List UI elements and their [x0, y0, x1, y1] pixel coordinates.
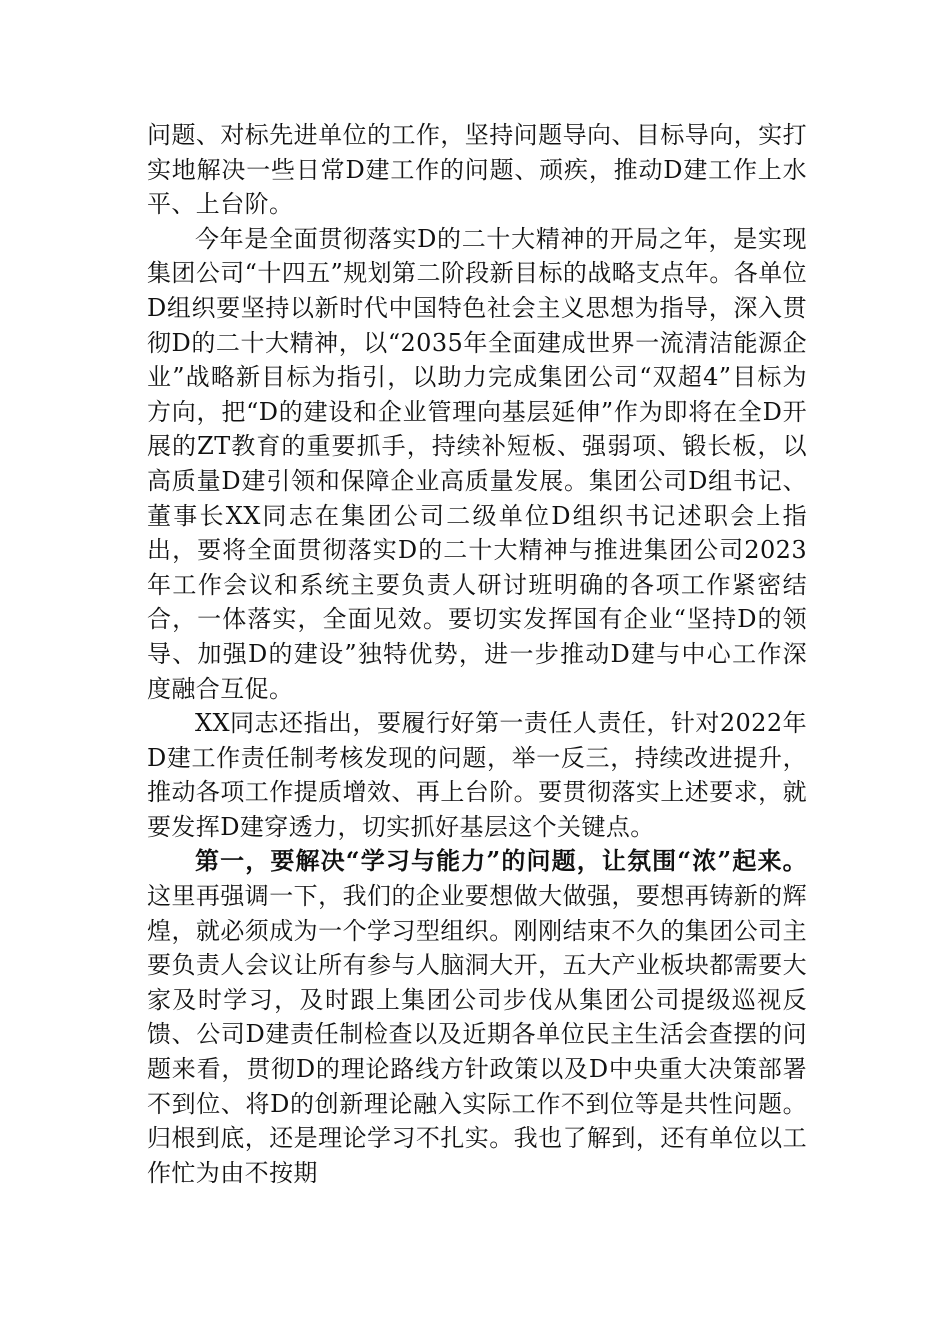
paragraph-heading: 第一，要解决“学习与能力”的问题，让氛围“浓”起来。	[195, 846, 807, 876]
paragraph-text: 问题、对标先进单位的工作，坚持问题导向、目标导向，实打实地解决一些日常D建工作的问题、顽疾，推动D建工作上水平、上台阶。	[147, 121, 807, 219]
paragraph	[147, 222, 807, 706]
paragraph-text: XX同志还指出，要履行好第一责任人责任，针对2022年D建工作责任制考核发现的问题，举一反三，持续改进提升，推动各项工作提质增效、再上台阶。要贯彻落实上述要求，就要发挥D建穿透力，切实抓好基层这个关键点。	[147, 709, 807, 841]
paragraph-text: 今年是全面贯彻落实D的二十大精神的开局之年，是实现集团公司“十四五”规划第二阶段新目标的战略支点年。各单位D组织要坚持以新时代中国特色社会主义思想为指导，深入贯彻D的二十大精神，以“2035年全面建成世界一流清洁能源企业”战略新目标为指引，以助力完成集团公司“双超4”目标为方向，把“D的建设和企业管理向基层延伸”作为即将在全D开展的ZT教育的重要抓手，持续补短板、强弱项、锻长板，以高质量D建引领和保障企业高质量发展。集团公司D组书记、董事长XX同志在集团公司二级单位D组织书记述职会上指出，要将全面贯彻落实D的二十大精神与推进集团公司2023年工作会议和系统主要负责人研讨班明确的各项工作紧密结合，一体落实，全面见效。要切实发挥国有企业“坚持D的领导、加强D的建设”独特优势，进一步推动D建与中心工作深度融合互促。	[147, 224, 807, 703]
paragraph-text: 这里再强调一下，我们的企业要想做大做强，要想再铸新的辉煌，就必须成为一个学习型组织。刚刚结束不久的集团公司主要负责人会议让所有参与人脑洞大开，五大产业板块都需要大家及时学习，及时跟上集团公司步伐从集团公司提级巡视反馈、公司D建责任制检查以及近期各单位民主生活会查摆的问题来看，贯彻D的理论路线方针政策以及D中央重大决策部署不到位、将D的创新理论融入实际工作不到位等是共性问题。归根到底，还是理论学习不扎实。我也了解到，还有单位以工作忙为由不按期	[147, 882, 807, 1187]
paragraph-continuation	[147, 118, 807, 222]
paragraph	[147, 706, 807, 844]
paragraph	[147, 844, 807, 1190]
document-body	[147, 118, 807, 1190]
